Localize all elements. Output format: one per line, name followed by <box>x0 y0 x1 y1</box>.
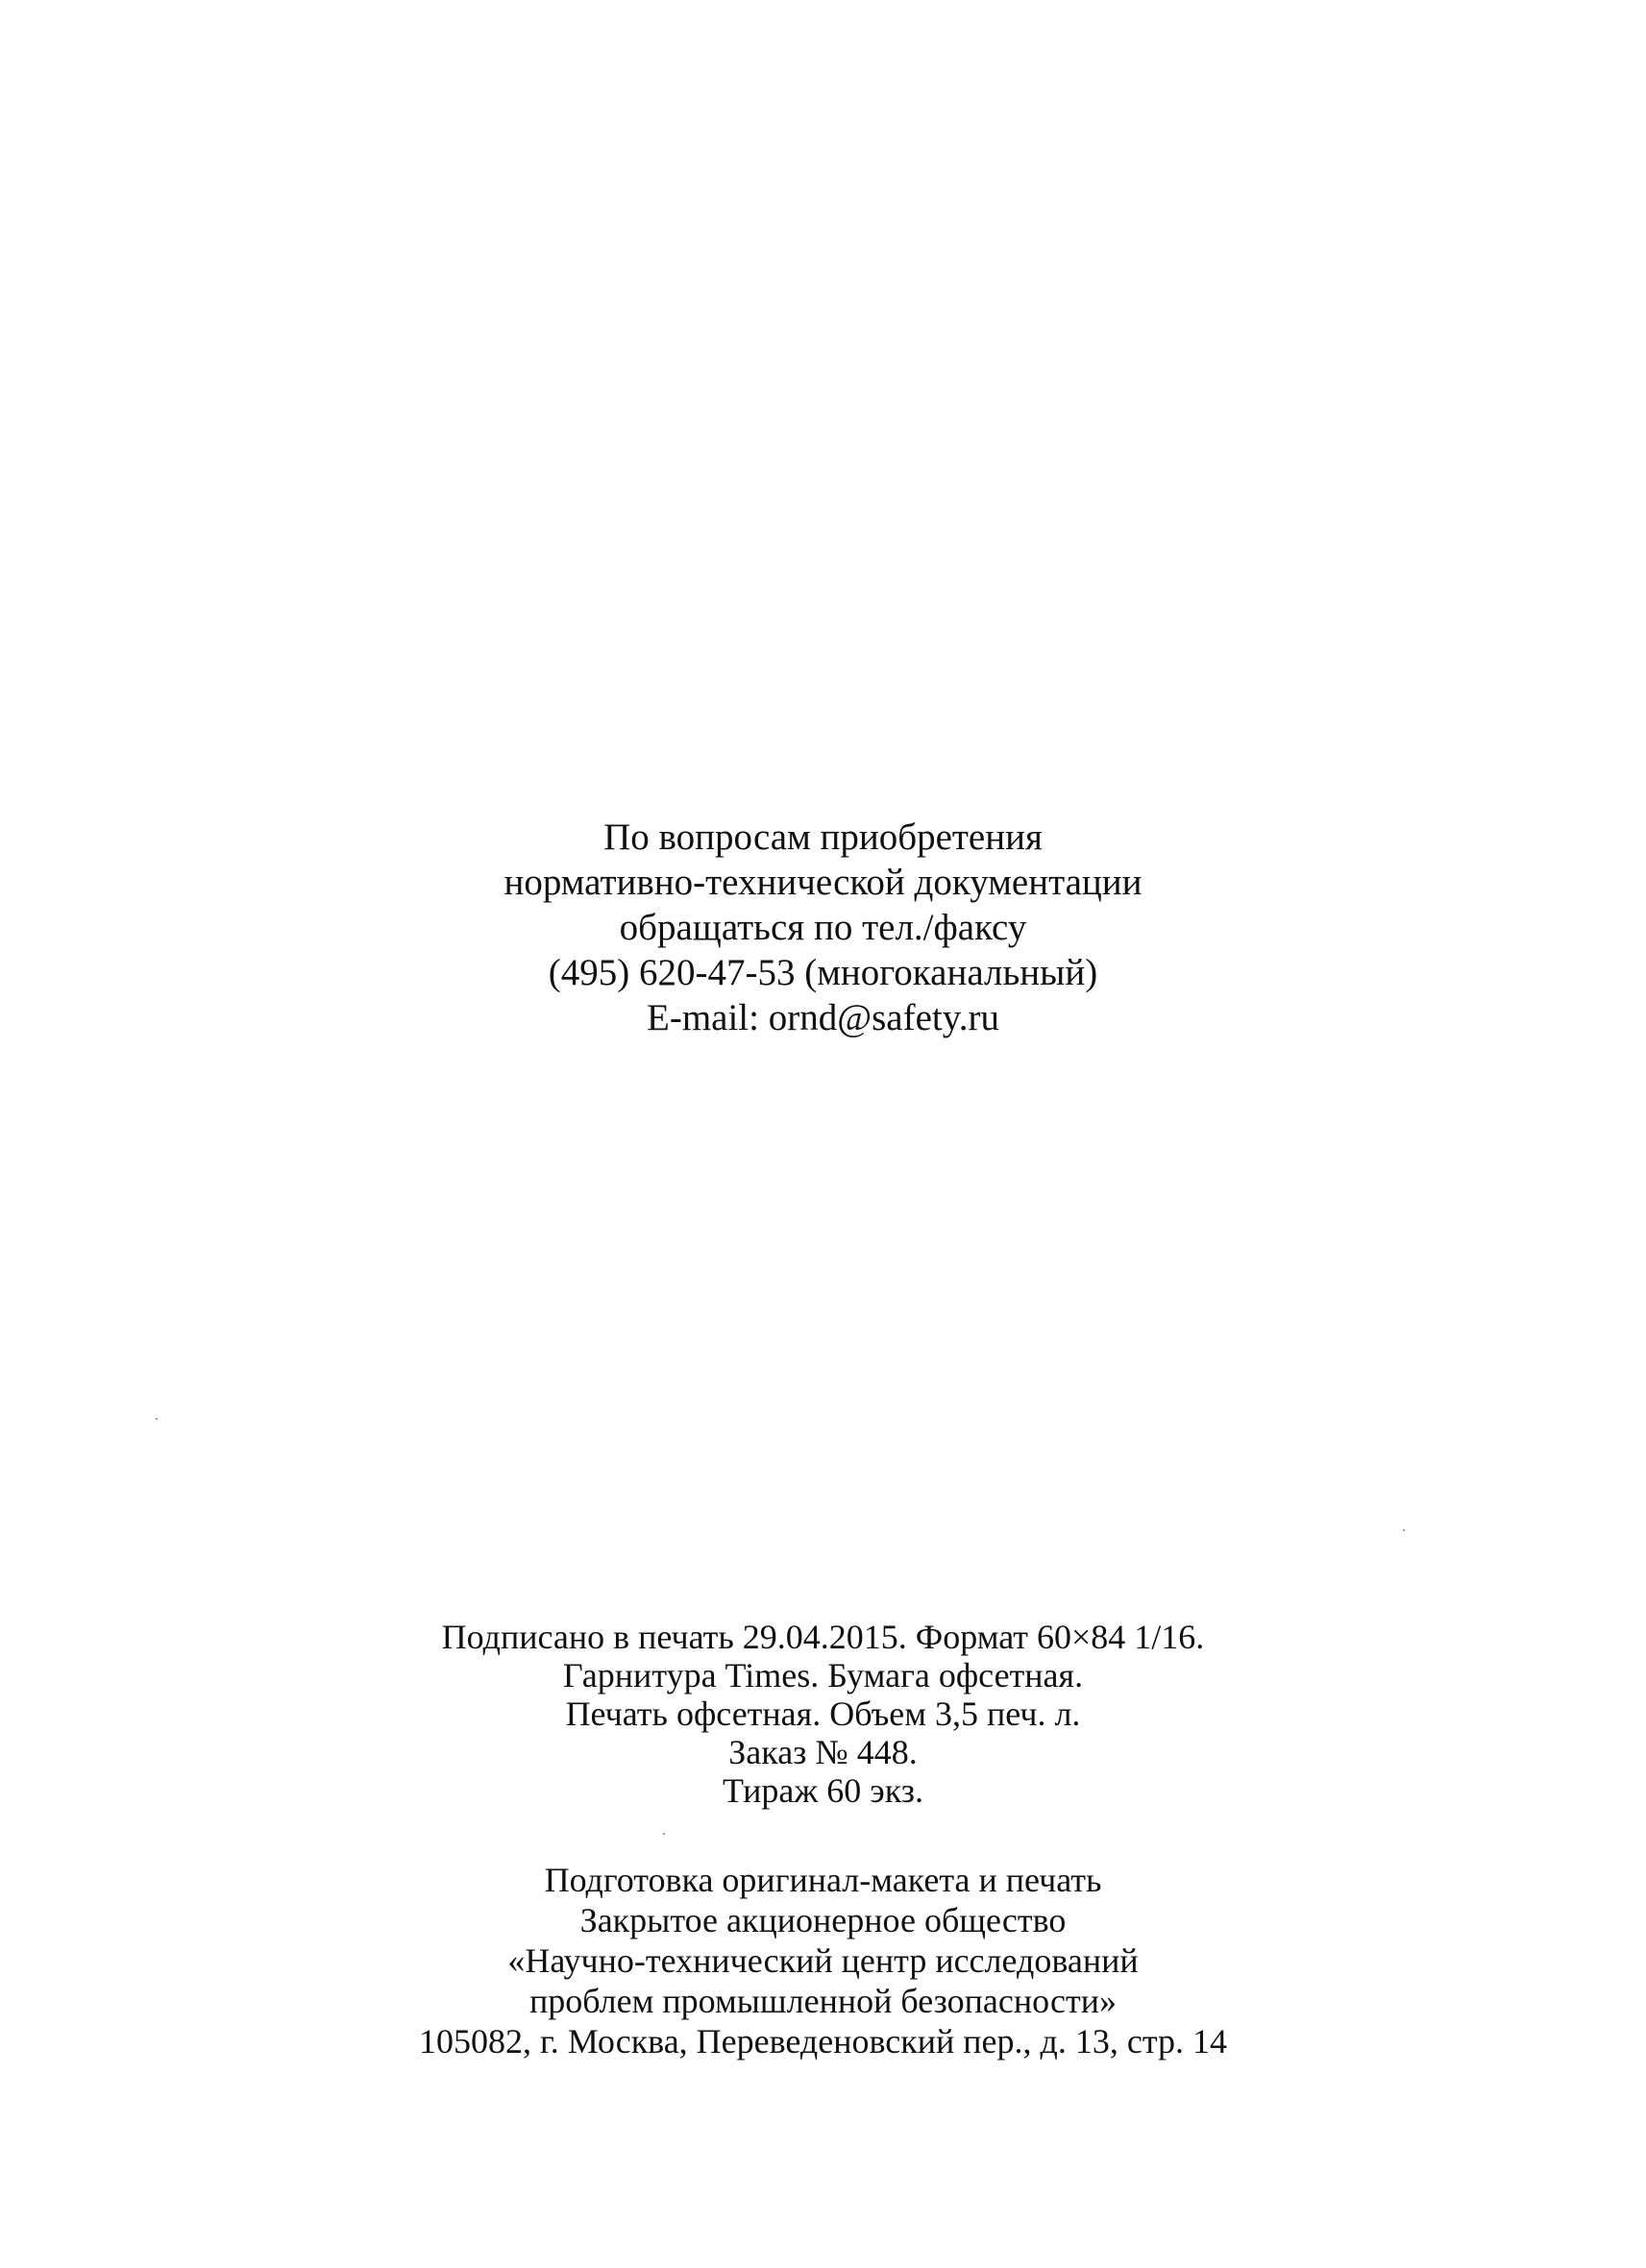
imprint-circulation: Тираж 60 экз. <box>723 1771 923 1810</box>
printer-info-block <box>0 1860 1646 2061</box>
printer-company-name-2: проблем промышленной безопасности» <box>528 1982 1118 2020</box>
imprint-typeface-paper: Гарнитура Times. Бумага офсетная. <box>562 1656 1084 1695</box>
contact-line-instruction: обращаться по тел./факсу <box>619 907 1027 948</box>
imprint-print-volume: Печать офсетная. Объем 3,5 печ. л. <box>565 1695 1081 1733</box>
scan-speck <box>156 1418 158 1420</box>
printer-service: Подготовка оригинал-макета и печать <box>544 1861 1102 1899</box>
contact-line-subject: нормативно-технической документации <box>504 862 1142 903</box>
printer-company-type: Закрытое акционерное общество <box>579 1901 1067 1939</box>
contact-line-heading: По вопросам приобретения <box>603 817 1043 858</box>
scan-speck <box>663 1833 665 1835</box>
scan-speck <box>1403 1529 1405 1531</box>
printer-address: 105082, г. Москва, Переведеновский пер., д. 13, стр. 14 <box>419 2022 1227 2061</box>
imprint-signed-format: Подписано в печать 29.04.2015. Формат 60×84 1/16. <box>441 1618 1205 1656</box>
imprint-block <box>0 1618 1646 1810</box>
printer-company-name-1: «Научно-технический центр исследований <box>507 1941 1139 1980</box>
contact-email: E-mail: ornd@safety.ru <box>647 997 999 1038</box>
contact-phone: (495) 620-47-53 (многоканальный) <box>548 952 1098 993</box>
imprint-order-number: Заказ № 448. <box>728 1733 918 1771</box>
contact-info-block <box>0 815 1646 1040</box>
